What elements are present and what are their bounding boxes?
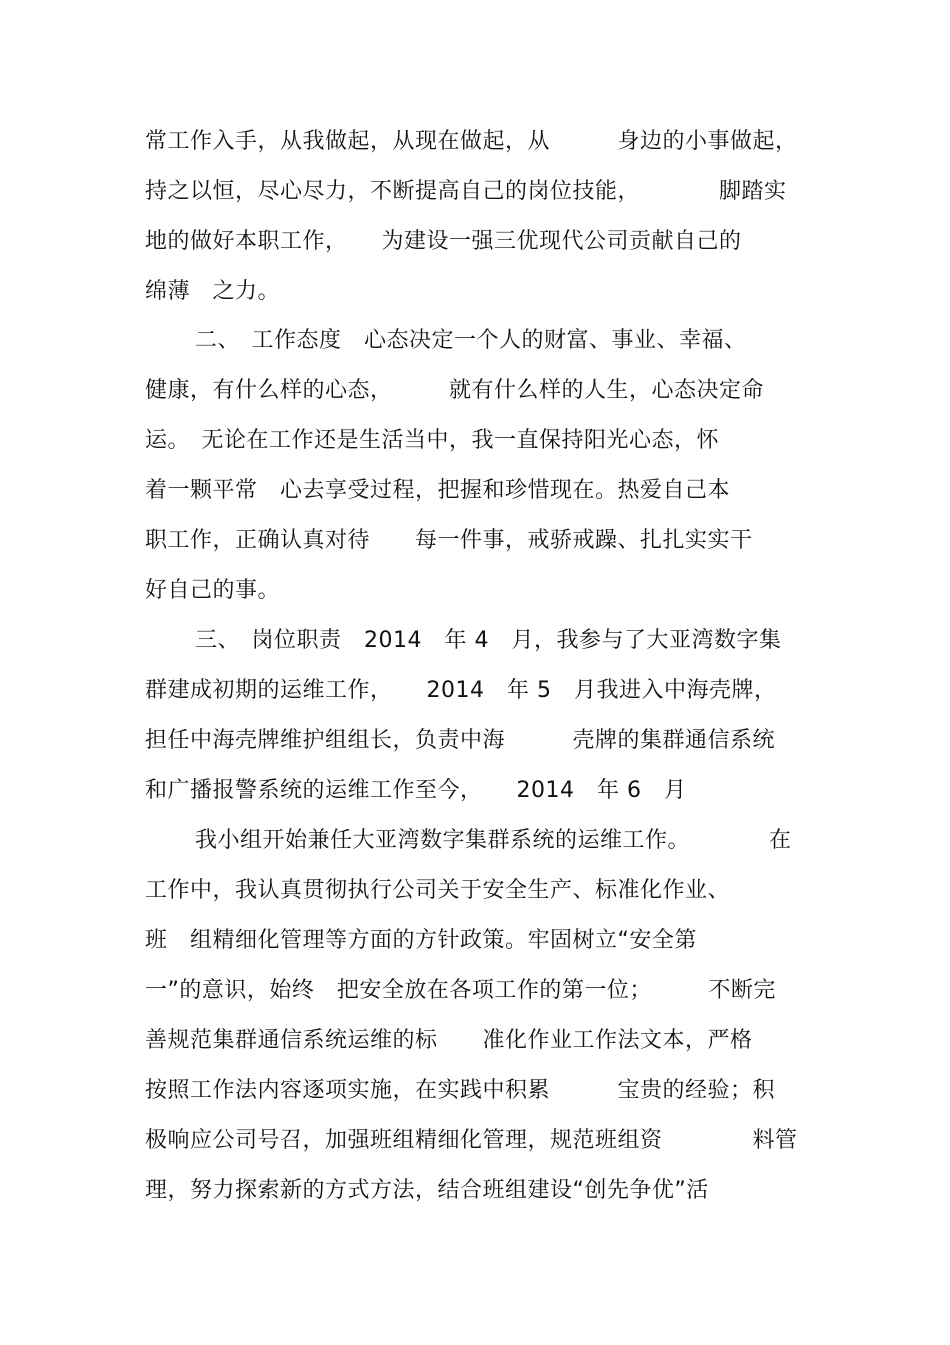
text-line: 担任中海壳牌维护组组长，负责中海 壳牌的集群通信系统: [145, 728, 776, 753]
text-line: 绵薄 之力。: [145, 279, 281, 304]
text-line: 极响应公司号召，加强班组精细化管理，规范班组资 料管: [145, 1128, 798, 1153]
text-line: 一”的意识，始终 把安全放在各项工作的第一位； 不断完: [145, 978, 776, 1003]
text-line: 群建成初期的运维工作， 2014 年 5 月我进入中海壳牌，: [145, 678, 777, 703]
section-heading-line: 二、 工作态度 心态决定一个人的财富、事业、幸福、: [195, 328, 747, 353]
text-line: 地的做好本职工作， 为建设一强三优现代公司贡献自己的: [145, 229, 742, 254]
text-line: 着一颗平常 心去享受过程，把握和珍惜现在。热爱自己本: [145, 478, 731, 503]
text-line: 工作中，我认真贯彻执行公司关于安全生产、标准化作业、: [145, 878, 731, 903]
text-line: 职工作，正确认真对待 每一件事，戒骄戒躁、扎扎实实干: [145, 528, 753, 553]
text-line: 班 组精细化管理等方面的方针政策。牢固树立“安全第: [145, 928, 697, 953]
text-line: 持之以恒，尽心尽力，不断提高自己的岗位技能， 脚踏实: [145, 179, 787, 204]
text-line: 按照工作法内容逐项实施，在实践中积累 宝贵的经验；积: [145, 1078, 776, 1103]
text-line: 健康，有什么样的心态， 就有什么样的人生，心态决定命: [145, 378, 765, 403]
text-line: 理，努力探索新的方式方法，结合班组建设“创先争优”活: [145, 1178, 709, 1203]
section-heading-line: 三、 岗位职责 2014 年 4 月，我参与了大亚湾数字集: [195, 628, 782, 653]
text-line: 运。 无论在工作还是生活当中，我一直保持阳光心态，怀: [145, 428, 720, 453]
text-line: 善规范集群通信系统运维的标 准化作业工作法文本，严格: [145, 1028, 753, 1053]
text-line: 常工作入手，从我做起，从现在做起，从 身边的小事做起，: [145, 129, 798, 154]
text-line: 和广播报警系统的运维工作至今， 2014 年 6 月: [145, 778, 687, 803]
text-line: 我小组开始兼任大亚湾数字集群系统的运维工作。 在: [195, 828, 792, 853]
text-line: 好自己的事。: [145, 578, 281, 603]
